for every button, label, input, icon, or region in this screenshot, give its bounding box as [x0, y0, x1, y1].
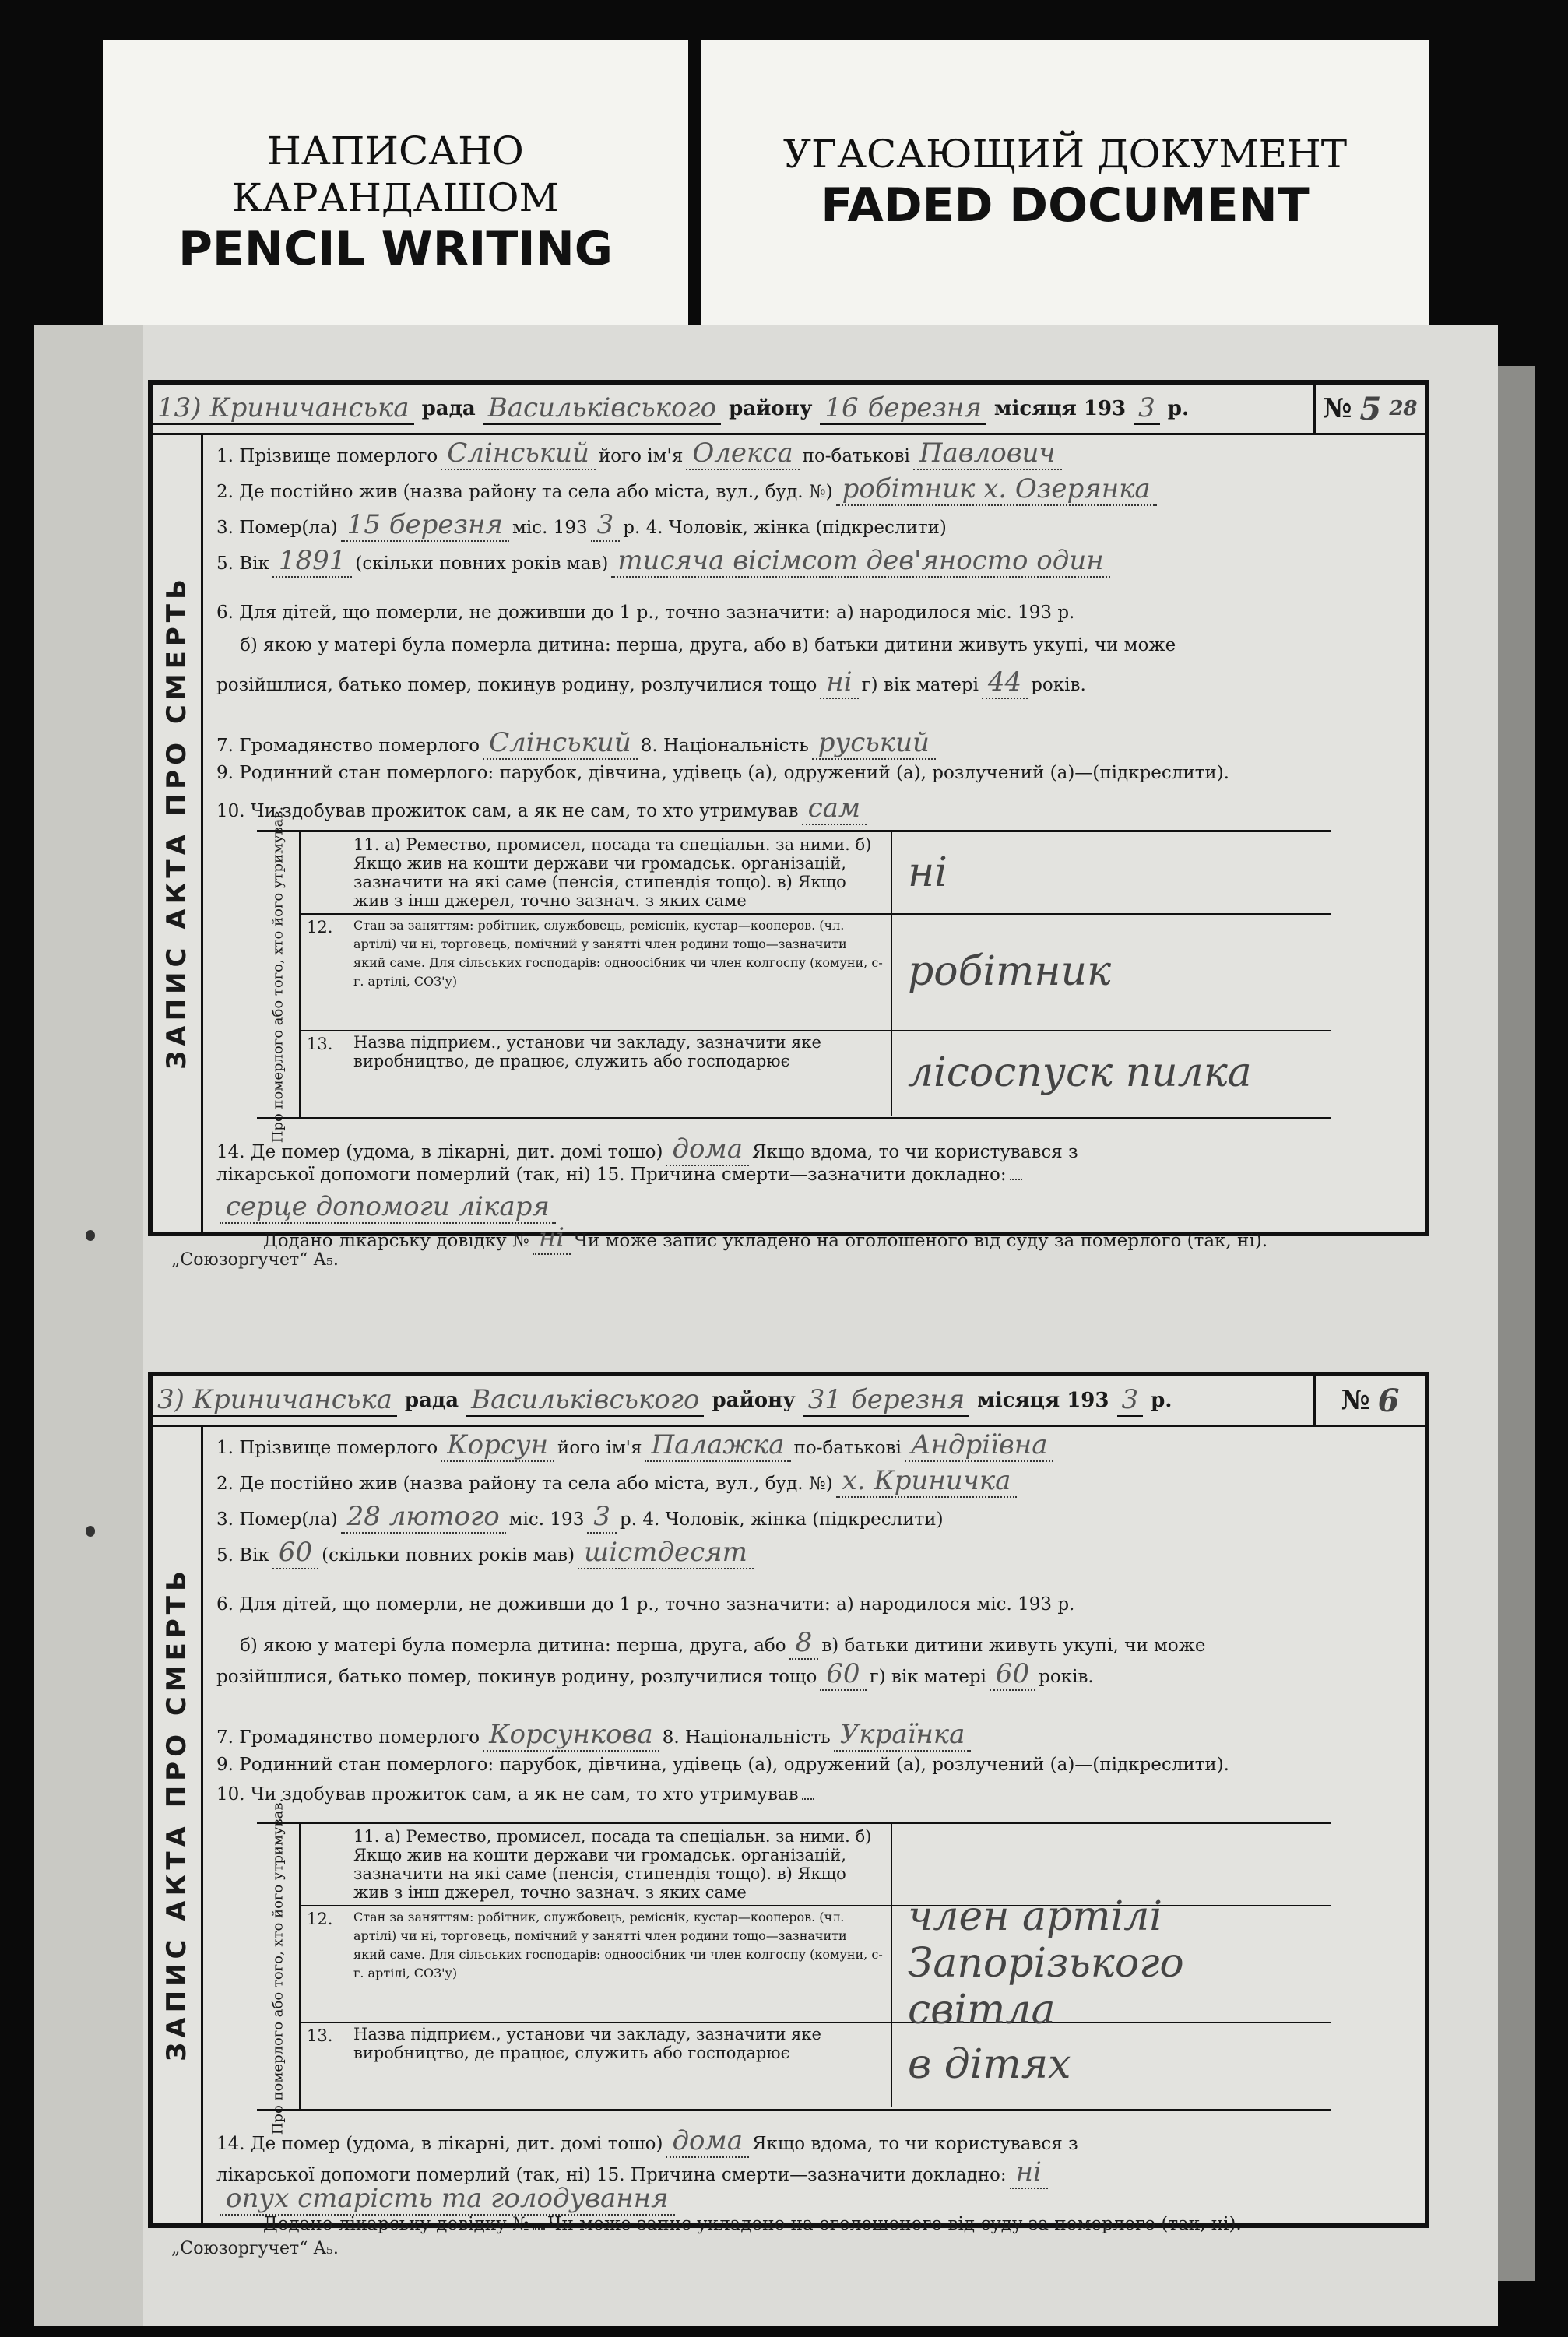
field-child-3 [216, 666, 1378, 699]
hw-doctor [1010, 1179, 1022, 1180]
form-text: 8. Національність [662, 1727, 831, 1748]
form-text: 6. Для дітей, що померли, не доживши до 1 р., точно зазначити: а) народилося [216, 1594, 972, 1615]
hw-died-year: 3 [591, 509, 621, 542]
footer-note-1: „Союзоргучет“ А₅. [171, 1250, 339, 1270]
form-text: 2. Де постійно жив (назва району та села або міста, вул., буд. №) [216, 1474, 833, 1494]
hw-name: Палажка [645, 1429, 790, 1462]
field-age [216, 545, 1378, 578]
form-text: Стан за заняттям: робітник, службовець, реміснік, кустар—кооперов. (чл. артілі) чи ні, торговець, помічний у занятті член родини тощо—зазначити який саме. Для сільських господарів: одноосібник чи член колгоспу (комуни, с-г. артілі, СОЗ'у) [353, 918, 883, 989]
hw-cert: ні [533, 1222, 571, 1255]
punch-hole [86, 1230, 95, 1241]
hw-doctor: ні [1010, 2156, 1048, 2189]
record-number [1313, 1376, 1425, 1425]
form-text: Якщо вдома, то чи користувався з [751, 2134, 1078, 2154]
form-text: по-батькові [793, 1438, 902, 1458]
hw-mother-age: 44 [982, 666, 1028, 699]
hw-support: сам [802, 792, 867, 825]
form-text: 3. Помер(ла) [216, 1509, 338, 1530]
form-text: 10. Чи здобував прожиток сам, а як не сам, то хто утримував [216, 1784, 799, 1805]
form-text: Назва підприєм., установи чи закладу, зазначити яке виробництво, де працює, служить або господарює [353, 2025, 821, 2062]
form-text: розійшлися, батько помер, покинув родину, розлучилися тощо [216, 1667, 817, 1687]
hw-occ-11: ні [891, 832, 1331, 913]
form-text: 9. Родинний стан померлого: парубок, дівчина, удівець (а), одружений (а), розлучений (а)—(підкреслити). [216, 1755, 1229, 1775]
hw-nationality: руський [812, 727, 936, 760]
hw-number: 6 [1377, 1382, 1400, 1419]
hw-citizenship: Корсункова [483, 1719, 659, 1752]
label-en-line: FADED DOCUMENT [821, 178, 1310, 233]
form-text: 13. [307, 2026, 333, 2045]
hw-citizenship: Слінський [483, 727, 638, 760]
occupation-side-text: Про померлого або того, хто його утримував. [269, 1798, 287, 2135]
occupation-side-text: Про померлого або того, хто його утримував. [269, 806, 287, 1144]
field-child-1 [216, 603, 1378, 623]
form-text: р. 4. Чоловік, жінка (підкреслити) [623, 518, 947, 538]
hw-month: березня [846, 1384, 969, 1417]
hw-number-2: 28 [1389, 397, 1418, 420]
form-text: (скільки повних років мав) [355, 554, 609, 574]
form-text: 3. Помер(ла) [216, 518, 338, 538]
hw-died: 15 березня [341, 509, 509, 542]
form-text: розійшлися, батько помер, покинув родину, розлучилися тощо [216, 675, 817, 695]
record-header [153, 1376, 1425, 1427]
record-body [201, 433, 1425, 1253]
form-text: 5. Вік [216, 554, 269, 574]
hw-number: 5 [1359, 390, 1382, 427]
field-name [216, 438, 1378, 470]
form-text: міс. 193 [508, 1509, 585, 1530]
form-text: б) якою у матері була померла дитина: перша, друга, або [240, 635, 786, 655]
form-text: Якщо вдома, то чи користувався з [751, 1142, 1078, 1162]
hw-occ-13: в дітях [891, 2022, 1331, 2107]
hw-mother-age: 60 [990, 1658, 1035, 1691]
death-record-1 [148, 380, 1429, 1253]
hw-age: 60 [272, 1537, 318, 1569]
form-text: по-батькові [802, 446, 910, 466]
hw-day: 31 [803, 1384, 846, 1417]
hw-age-note: тисяча вісімсот дев'яносто один [611, 545, 1109, 578]
rayon-label: району [729, 397, 813, 420]
form-text: 10. Чи здобував прожиток сам, а як не сам, то хто утримував [216, 801, 799, 821]
hw-name: Олекса [686, 438, 799, 470]
punch-hole [86, 1526, 95, 1537]
hw-nationality: Українка [834, 1719, 972, 1752]
form-text: 11. а) Ремество, промисел, посада та спеціальн. за ними. б) Якщо жив на кошти держави чи громадськ. організацій, зазначити на які саме (пенсія, стипендія тощо). в) Якщо жив з інш джерел, точно зазнач. з яких саме [353, 835, 872, 910]
form-text: 12. [307, 918, 333, 937]
year-suffix: р. [1167, 397, 1190, 420]
rada-label: рада [404, 1389, 459, 1412]
field-child-2 [240, 635, 1378, 655]
side-title-box [153, 1425, 203, 2228]
hw-rayon: Васильківського [483, 392, 721, 425]
form-text: Додано лікарську довідку № [263, 2214, 529, 2234]
form-text: його ім'я [557, 1438, 642, 1458]
occupation-side [257, 806, 301, 1144]
field-age [216, 1537, 1378, 1569]
side-title: ЗАПИС АКТА ПРО СМЕРТЬ [161, 1566, 192, 2061]
occupation-row-12 [299, 913, 1331, 1031]
field-died [216, 509, 1378, 542]
hw-month: березня [863, 392, 986, 425]
hw-cert [533, 2228, 545, 2230]
side-title: ЗАПИС АКТА ПРО СМЕРТЬ [161, 575, 192, 1070]
occupation-side [257, 1798, 301, 2135]
field-marital [216, 1755, 1378, 1775]
field-support [216, 1784, 1378, 1805]
form-text: Назва підприєм., установи чи закладу, зазначити яке виробництво, де працює, служить або господарює [353, 1033, 821, 1070]
form-text: (скільки повних років мав) [322, 1545, 575, 1566]
form-text: 12. [307, 1910, 333, 1928]
occupation-row-13 [299, 1030, 1331, 1116]
form-text: міс. 193 р. [976, 1594, 1075, 1615]
hw-residence: х. Криничка [836, 1465, 1018, 1498]
form-text: 2. Де постійно жив (назва району та села або міста, вул., буд. №) [216, 482, 833, 502]
form-text: 6. Для дітей, що померли, не доживши до 1 р., точно зазначити: а) народилося [216, 603, 972, 623]
hw-residence: робітник х. Озерянка [836, 473, 1157, 506]
hw-where: дома [666, 2125, 748, 2158]
occupation-row-11 [299, 832, 1331, 915]
field-cause-label [216, 1165, 1378, 1185]
occupation-box [257, 1798, 1331, 2135]
field-child-2 [240, 1627, 1378, 1660]
hw-which: 8 [789, 1627, 819, 1660]
field-child-3 [216, 1658, 1378, 1691]
hw-died: 28 лютого [341, 1501, 506, 1534]
form-text: 14. Де помер (удома, в лікарні, дит. домі тошо) [216, 2134, 663, 2154]
form-text: 9. Родинний стан померлого: парубок, дівчина, удівець (а), одружений (а), розлучений (а)—(підкреслити). [216, 763, 1229, 783]
form-text: в) батьки дитини живуть укупі, чи може [821, 1636, 1206, 1656]
field-certificate [263, 2214, 1378, 2234]
occupation-row-12 [299, 1893, 1331, 2033]
form-text: 7. Громадянство померлого [216, 1727, 480, 1748]
side-title-box [153, 433, 203, 1236]
hw-patronymic: Павлович [913, 438, 1062, 470]
occupation-row-13 [299, 2022, 1331, 2107]
hw-died-year: 3 [587, 1501, 617, 1534]
field-name [216, 1429, 1378, 1462]
footer-note-2: „Союзоргучет“ А₅. [171, 2239, 339, 2258]
sheet-fold [34, 325, 143, 2326]
hw-occ-13: лісоспуск пилка [891, 1030, 1331, 1116]
hw-year: 3 [1134, 392, 1160, 425]
record-number [1313, 385, 1425, 433]
form-text: 8. Національність [640, 736, 809, 756]
label-ru-line: УГАСАЮЩИЙ ДОКУМЕНТ [782, 132, 1348, 177]
field-residence [216, 1465, 1378, 1498]
field-where [216, 2125, 1378, 2158]
form-text: р. 4. Чоловік, жінка (підкреслити) [619, 1509, 944, 1530]
form-text: міс. 193 [512, 518, 588, 538]
form-text: лікарської допомоги померлий (так, ні) 15. Причина смерти—зазначити докладно: [216, 2165, 1007, 2185]
form-text: років. [1039, 1667, 1094, 1687]
form-text: 11. а) Ремество, промисел, посада та спеціальн. за ними. б) Якщо жив на кошти держави чи громадськ. організацій, зазначити на які саме (пенсія, стипендія тощо). в) Якщо жив з інш джерел, точно зазнач. з яких саме [353, 1827, 872, 1902]
form-text: в) батьки дитини живуть укупі, чи може [791, 635, 1176, 655]
label-ru-line-1: НАПИСАНО [267, 128, 524, 174]
form-text: 5. Вік [216, 1545, 269, 1566]
no-label: № [1341, 1385, 1370, 1416]
field-cause [216, 2183, 1378, 2216]
pencil-writing-label [103, 40, 688, 330]
form-text: 1. Прізвище померлого [216, 446, 438, 466]
no-label: № [1323, 393, 1352, 424]
hw-year: 3 [1117, 1384, 1144, 1417]
form-text: Стан за заняттям: робітник, службовець, реміснік, кустар—кооперов. (чл. артілі) чи ні, торговець, помічний у занятті член родини тощо—зазначити який саме. Для сільських господарів: одноосібник чи член колгоспу (комуни, с-г. артілі, СОЗ'у) [353, 1910, 883, 1980]
field-child-1 [216, 1594, 1378, 1615]
hw-surname: Слінський [441, 438, 596, 470]
field-marital [216, 763, 1378, 783]
label-en-line: PENCIL WRITING [178, 222, 613, 276]
field-residence [216, 473, 1378, 506]
label-ru-line-2: КАРАНДАШОМ [232, 175, 559, 220]
hw-occ-12: член артілі Запорізького світла [891, 1905, 1331, 2022]
hw-day: 16 [820, 392, 863, 425]
rada-label: рада [421, 397, 476, 420]
faded-document-label [701, 40, 1429, 330]
record-header [153, 385, 1425, 435]
form-text: Чи може запис укладено на оголошеного від суду за померлого (так, ні). [547, 2214, 1242, 2234]
field-citizenship [216, 727, 1378, 760]
hw-cause: серце допомоги лікаря [220, 1191, 556, 1224]
form-text: лікарської допомоги померлий (так, ні) 15. Причина смерти—зазначити докладно: [216, 1165, 1007, 1185]
field-cause [216, 1191, 1378, 1224]
hw-support [802, 1798, 814, 1800]
month-label: місяця 193 [977, 1389, 1109, 1412]
hw-age-note: шістдесят [578, 1537, 754, 1569]
form-text: Додано лікарську довідку № [263, 1231, 529, 1251]
field-where [216, 1133, 1378, 1166]
hw-rayon: Васильківського [466, 1384, 704, 1417]
hw-rada: 3) Криничанська [153, 1384, 397, 1417]
form-text: міс. 193 р. [976, 603, 1075, 623]
hw-patronymic: Андріївна [905, 1429, 1054, 1462]
form-text: 7. Громадянство померлого [216, 736, 480, 756]
hw-separated: 60 [820, 1658, 866, 1691]
field-citizenship [216, 1719, 1378, 1752]
form-text: г) вік матері [861, 675, 979, 695]
form-text: 14. Де помер (удома, в лікарні, дит. домі тошо) [216, 1142, 663, 1162]
hw-age: 1891 [272, 545, 353, 578]
hw-surname: Корсун [441, 1429, 554, 1462]
month-label: місяця 193 [993, 397, 1127, 420]
rayon-label: району [712, 1389, 796, 1412]
form-text: 13. [307, 1035, 333, 1053]
record-body [201, 1425, 1425, 2234]
form-text: років. [1031, 675, 1086, 695]
form-text: г) вік матері [869, 1667, 986, 1687]
hw-separated: ні [820, 666, 858, 699]
field-died [216, 1501, 1378, 1534]
form-text: б) якою у матері була померла дитина: перша, друга, або [240, 1636, 786, 1656]
form-text: 1. Прізвище померлого [216, 1438, 438, 1458]
field-support [216, 792, 1378, 825]
hw-where: дома [666, 1133, 748, 1166]
form-text: його ім'я [598, 446, 684, 466]
form-text: Чи може запис укладено на оголошеного від суду за померлого (так, ні). [574, 1231, 1268, 1251]
death-record-2 [148, 1372, 1429, 2234]
hw-occ-12: робітник [891, 913, 1331, 1030]
field-certificate [263, 1222, 1378, 1255]
hw-cause: опух старість та голодування [220, 2183, 675, 2216]
year-suffix: р. [1151, 1389, 1172, 1412]
hw-rada: 13) Криничанська [153, 392, 414, 425]
